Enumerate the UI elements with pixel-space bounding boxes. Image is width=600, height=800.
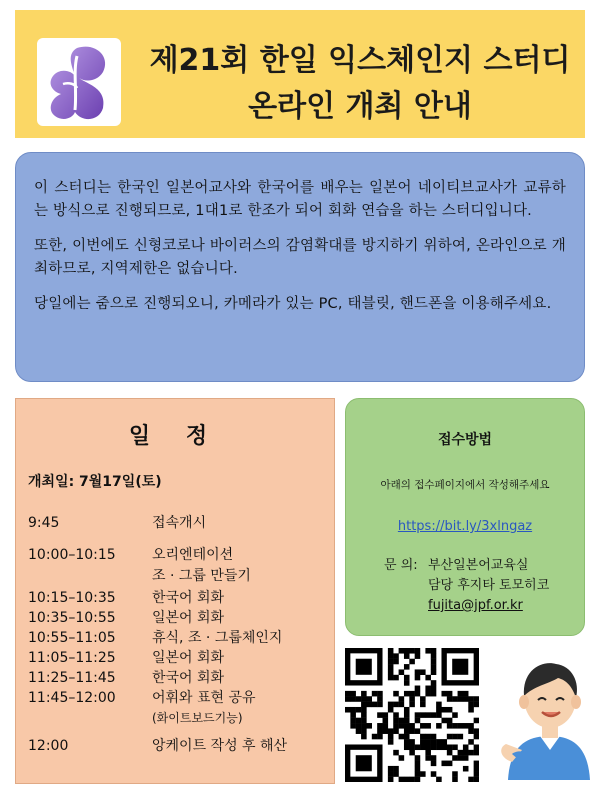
intro-box — [15, 152, 585, 382]
schedule-activity: 일본어 회화 — [152, 610, 225, 626]
schedule-time: 12:00 — [28, 738, 69, 754]
butterfly-logo-icon — [37, 38, 121, 126]
schedule-time: 10:00–10:15 — [28, 547, 116, 563]
schedule-activity: 일본어 회화 — [152, 650, 225, 666]
schedule-row — [28, 565, 328, 588]
schedule-list — [28, 513, 328, 756]
contact-org: 부산일본어교육실 — [428, 558, 529, 573]
schedule-time: 10:35–10:55 — [28, 610, 116, 626]
contact-email[interactable]: fujita@jpf.or.kr — [428, 598, 523, 613]
registration-link[interactable]: https://bit.ly/3xlngaz — [397, 519, 533, 534]
schedule-activity: 어휘와 표현 공유 — [152, 690, 256, 706]
contact-person: 담당 후지타 토모히코 — [428, 578, 550, 593]
schedule-time: 10:55–11:05 — [28, 630, 116, 646]
schedule-time: 10:15–10:35 — [28, 590, 116, 606]
schedule-activity: 접속개시 — [152, 515, 207, 531]
intro-paragraph-1: 이 스터디는 한국인 일본어교사와 한국어를 배우는 일본어 네이티브교사가 교류하는 방식으로 진행되므로, 1대1로 한조가 되어 회화 연습을 하는 스터디입니다. — [34, 180, 566, 219]
schedule-row — [28, 628, 328, 648]
title-line-1: 제21회 한일 익스체인지 스터디 — [149, 43, 571, 78]
schedule-activity: 조 · 그룹 만들기 — [152, 568, 251, 584]
schedule-row — [28, 688, 328, 708]
schedule-row — [28, 708, 328, 728]
schedule-time: 11:05–11:25 — [28, 650, 116, 666]
schedule-row — [28, 608, 328, 628]
qr-code-icon[interactable] — [345, 648, 479, 782]
contact-label: 문 의: — [384, 558, 418, 573]
schedule-row — [28, 545, 328, 565]
schedule-spacer — [28, 533, 328, 545]
schedule-row — [28, 588, 328, 608]
schedule-box — [15, 398, 335, 784]
schedule-activity: 한국어 회화 — [152, 590, 225, 606]
intro-paragraph-3: 당일에는 줌으로 진행되오니, 카메라가 있는 PC, 태블릿, 핸드폰을 이용해주세요. — [34, 296, 552, 312]
application-description: 아래의 접수페이지에서 작성해주세요 — [380, 479, 550, 491]
schedule-time: 9:45 — [28, 515, 60, 531]
schedule-spacer — [28, 728, 328, 736]
schedule-time: 11:45–12:00 — [28, 690, 116, 706]
schedule-activity: (화이트보드기능) — [152, 711, 243, 725]
schedule-activity: 휴식, 조 · 그룹체인지 — [152, 630, 283, 646]
header-banner — [15, 10, 585, 138]
contact-info — [384, 556, 549, 616]
application-title: 접수방법 — [437, 432, 493, 448]
schedule-row — [28, 668, 328, 688]
schedule-activity: 오리엔테이션 — [152, 547, 234, 563]
title-line-2: 온라인 개최 안내 — [248, 89, 472, 124]
presenter-illustration-icon — [500, 650, 595, 780]
schedule-row — [28, 513, 328, 533]
schedule-title: 일 정 — [128, 424, 222, 449]
intro-paragraph-2: 또한, 이번에도 신형코로나 바이러스의 감염확대를 방지하기 위하여, 온라인으로 개최하므로, 지역제한은 없습니다. — [34, 238, 566, 277]
schedule-activity: 앙케이트 작성 후 해산 — [152, 738, 288, 754]
schedule-activity: 한국어 회화 — [152, 670, 225, 686]
schedule-row — [28, 736, 328, 756]
application-box — [345, 398, 585, 636]
schedule-time: 11:25–11:45 — [28, 670, 116, 686]
page-title — [125, 38, 595, 130]
schedule-date: 개최일: 7월17일(토) — [28, 474, 162, 490]
schedule-row — [28, 648, 328, 668]
